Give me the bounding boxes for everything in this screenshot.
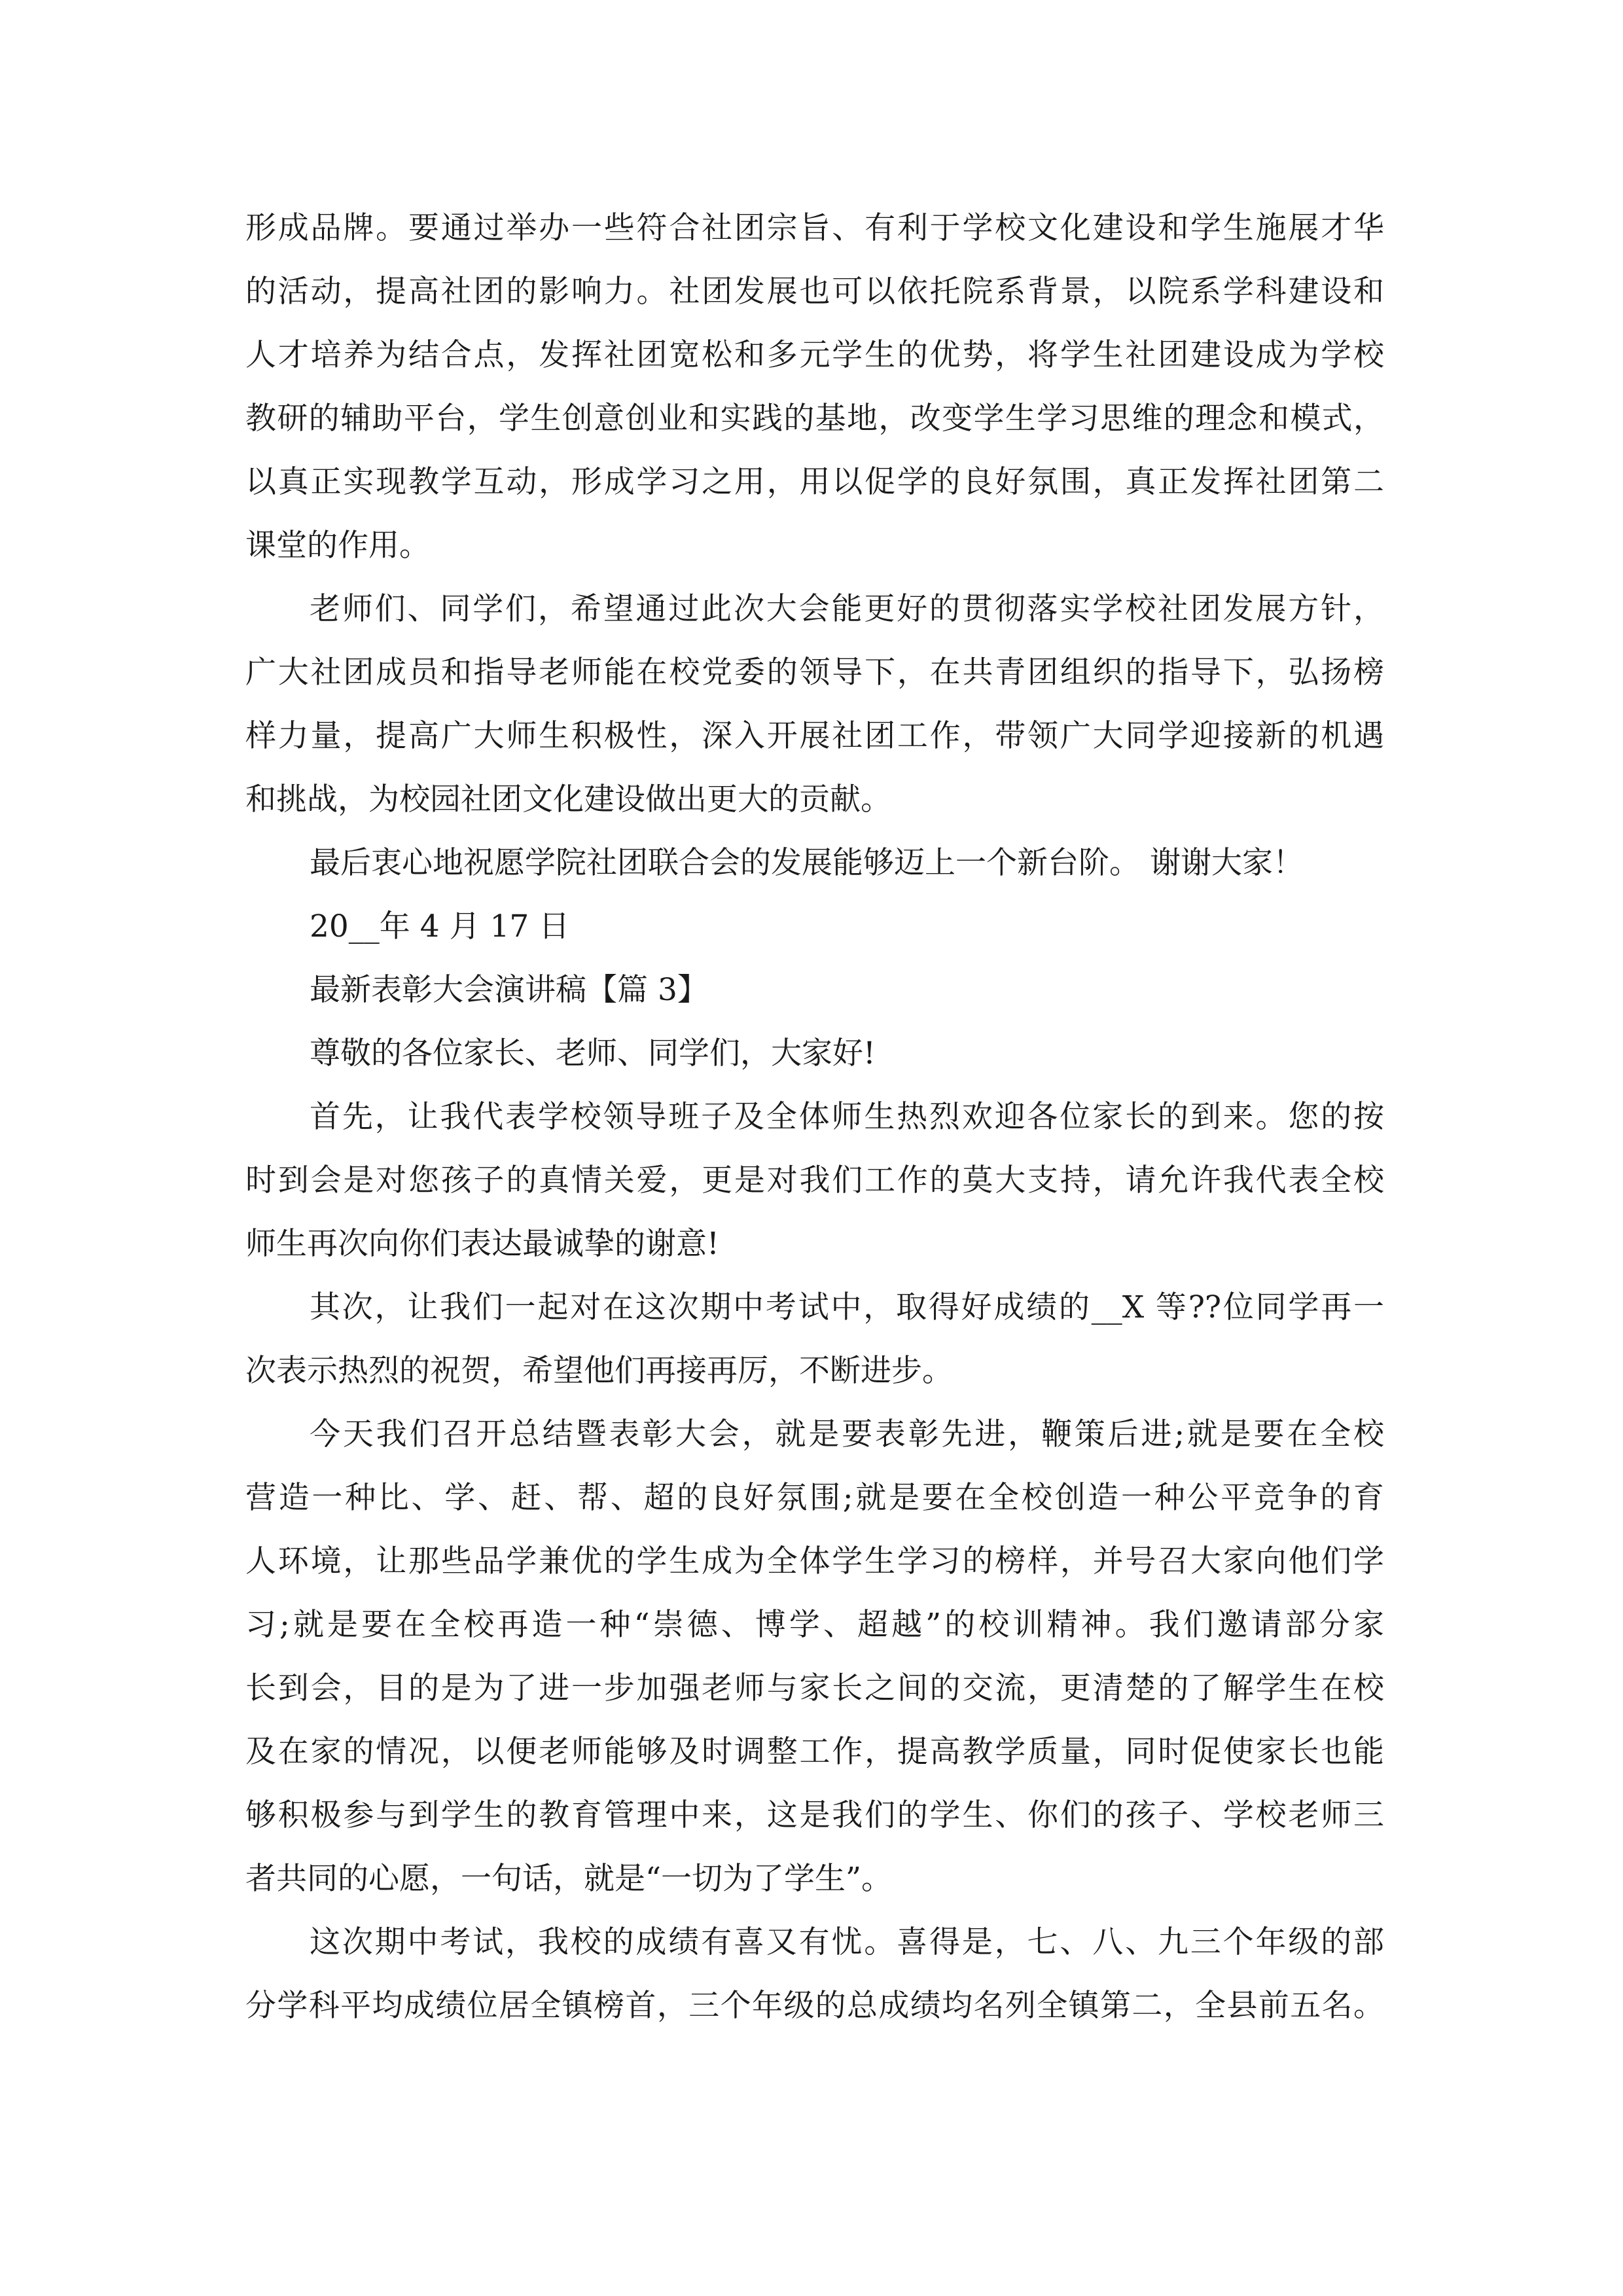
date-line: 20__年 4 月 17 日 bbox=[310, 908, 570, 944]
text-line: 营造一种比、学、赶、帮、超的良好氛围;就是要在全校创造一种公平竞争的育 bbox=[245, 1480, 1384, 1516]
closing-line: 最后衷心地祝愿学院社团联合会的发展能够迈上一个新台阶。 谢谢大家！ bbox=[310, 845, 1304, 881]
text-line: 样力量，提高广大师生积极性，深入开展社团工作，带领广大同学迎接新的机遇 bbox=[245, 718, 1384, 754]
text-line: 的活动，提高社团的影响力。社团发展也可以依托院系背景，以院系学科建设和 bbox=[245, 274, 1384, 310]
text-line: 时到会是对您孩子的真情关爱，更是对我们工作的莫大支持，请允许我代表全校 bbox=[245, 1162, 1384, 1198]
paragraph-6 bbox=[245, 1910, 1384, 2037]
document-body bbox=[245, 196, 1384, 2037]
paragraph-4 bbox=[245, 1276, 1384, 1403]
text-line: 以真正实现教学互动，形成学习之用，用以促学的良好氛围，真正发挥社团第二 bbox=[245, 464, 1384, 500]
text-line: 首先，让我代表学校领导班子及全体师生热烈欢迎各位家长的到来。您的按 bbox=[310, 1099, 1384, 1135]
text-line: 今天我们召开总结暨表彰大会，就是要表彰先进，鞭策后进;就是要在全校 bbox=[310, 1416, 1384, 1452]
paragraph-2 bbox=[245, 577, 1384, 831]
text-line: 习;就是要在全校再造一种“崇德、博学、超越”的校训精神。我们邀请部分家 bbox=[245, 1607, 1384, 1643]
text-line: 够积极参与到学生的教育管理中来，这是我们的学生、你们的孩子、学校老师三 bbox=[245, 1797, 1384, 1833]
text-line: 课堂的作用。 bbox=[245, 528, 430, 564]
text-line: 长到会，目的是为了进一步加强老师与家长之间的交流，更清楚的了解学生在校 bbox=[245, 1670, 1384, 1706]
text-line: 人才培养为结合点，发挥社团宽松和多元学生的优势，将学生社团建设成为学校 bbox=[245, 337, 1384, 373]
paragraph-5 bbox=[245, 1403, 1384, 1910]
section-title: 最新表彰大会演讲稿【篇 3】 bbox=[310, 972, 708, 1008]
text-line: 这次期中考试，我校的成绩有喜又有忧。喜得是，七、八、九三个年级的部 bbox=[310, 1924, 1384, 1960]
text-line: 和挑战，为校园社团文化建设做出更大的贡献。 bbox=[245, 781, 891, 817]
text-line: 老师们、同学们，希望通过此次大会能更好的贯彻落实学校社团发展方针， bbox=[310, 591, 1384, 627]
greeting-line: 尊敬的各位家长、老师、同学们，大家好! bbox=[310, 1035, 876, 1071]
paragraph-3 bbox=[245, 1085, 1384, 1276]
text-line: 其次，让我们一起对在这次期中考试中，取得好成绩的__X 等??位同学再一 bbox=[310, 1289, 1384, 1325]
paragraph-1 bbox=[245, 196, 1384, 577]
text-line: 教研的辅助平台，学生创意创业和实践的基地，改变学生学习思维的理念和模式， bbox=[245, 401, 1384, 437]
text-line: 者共同的心愿，一句话，就是“一切为了学生”。 bbox=[245, 1861, 893, 1897]
text-line: 师生再次向你们表达最诚挚的谢意! bbox=[245, 1226, 719, 1262]
text-line: 广大社团成员和指导老师能在校党委的领导下，在共青团组织的指导下，弘扬榜 bbox=[245, 655, 1384, 691]
text-line: 人环境，让那些品学兼优的学生成为全体学生学习的榜样，并号召大家向他们学 bbox=[245, 1543, 1384, 1579]
text-line: 形成品牌。要通过举办一些符合社团宗旨、有利于学校文化建设和学生施展才华 bbox=[245, 210, 1384, 246]
text-line: 分学科平均成绩位居全镇榜首，三个年级的总成绩均名列全镇第二，全县前五名。 bbox=[245, 1988, 1384, 2024]
text-line: 及在家的情况，以便老师能够及时调整工作，提高教学质量，同时促使家长也能 bbox=[245, 1734, 1384, 1770]
text-line: 次表示热烈的祝贺，希望他们再接再厉，不断进步。 bbox=[245, 1353, 953, 1389]
